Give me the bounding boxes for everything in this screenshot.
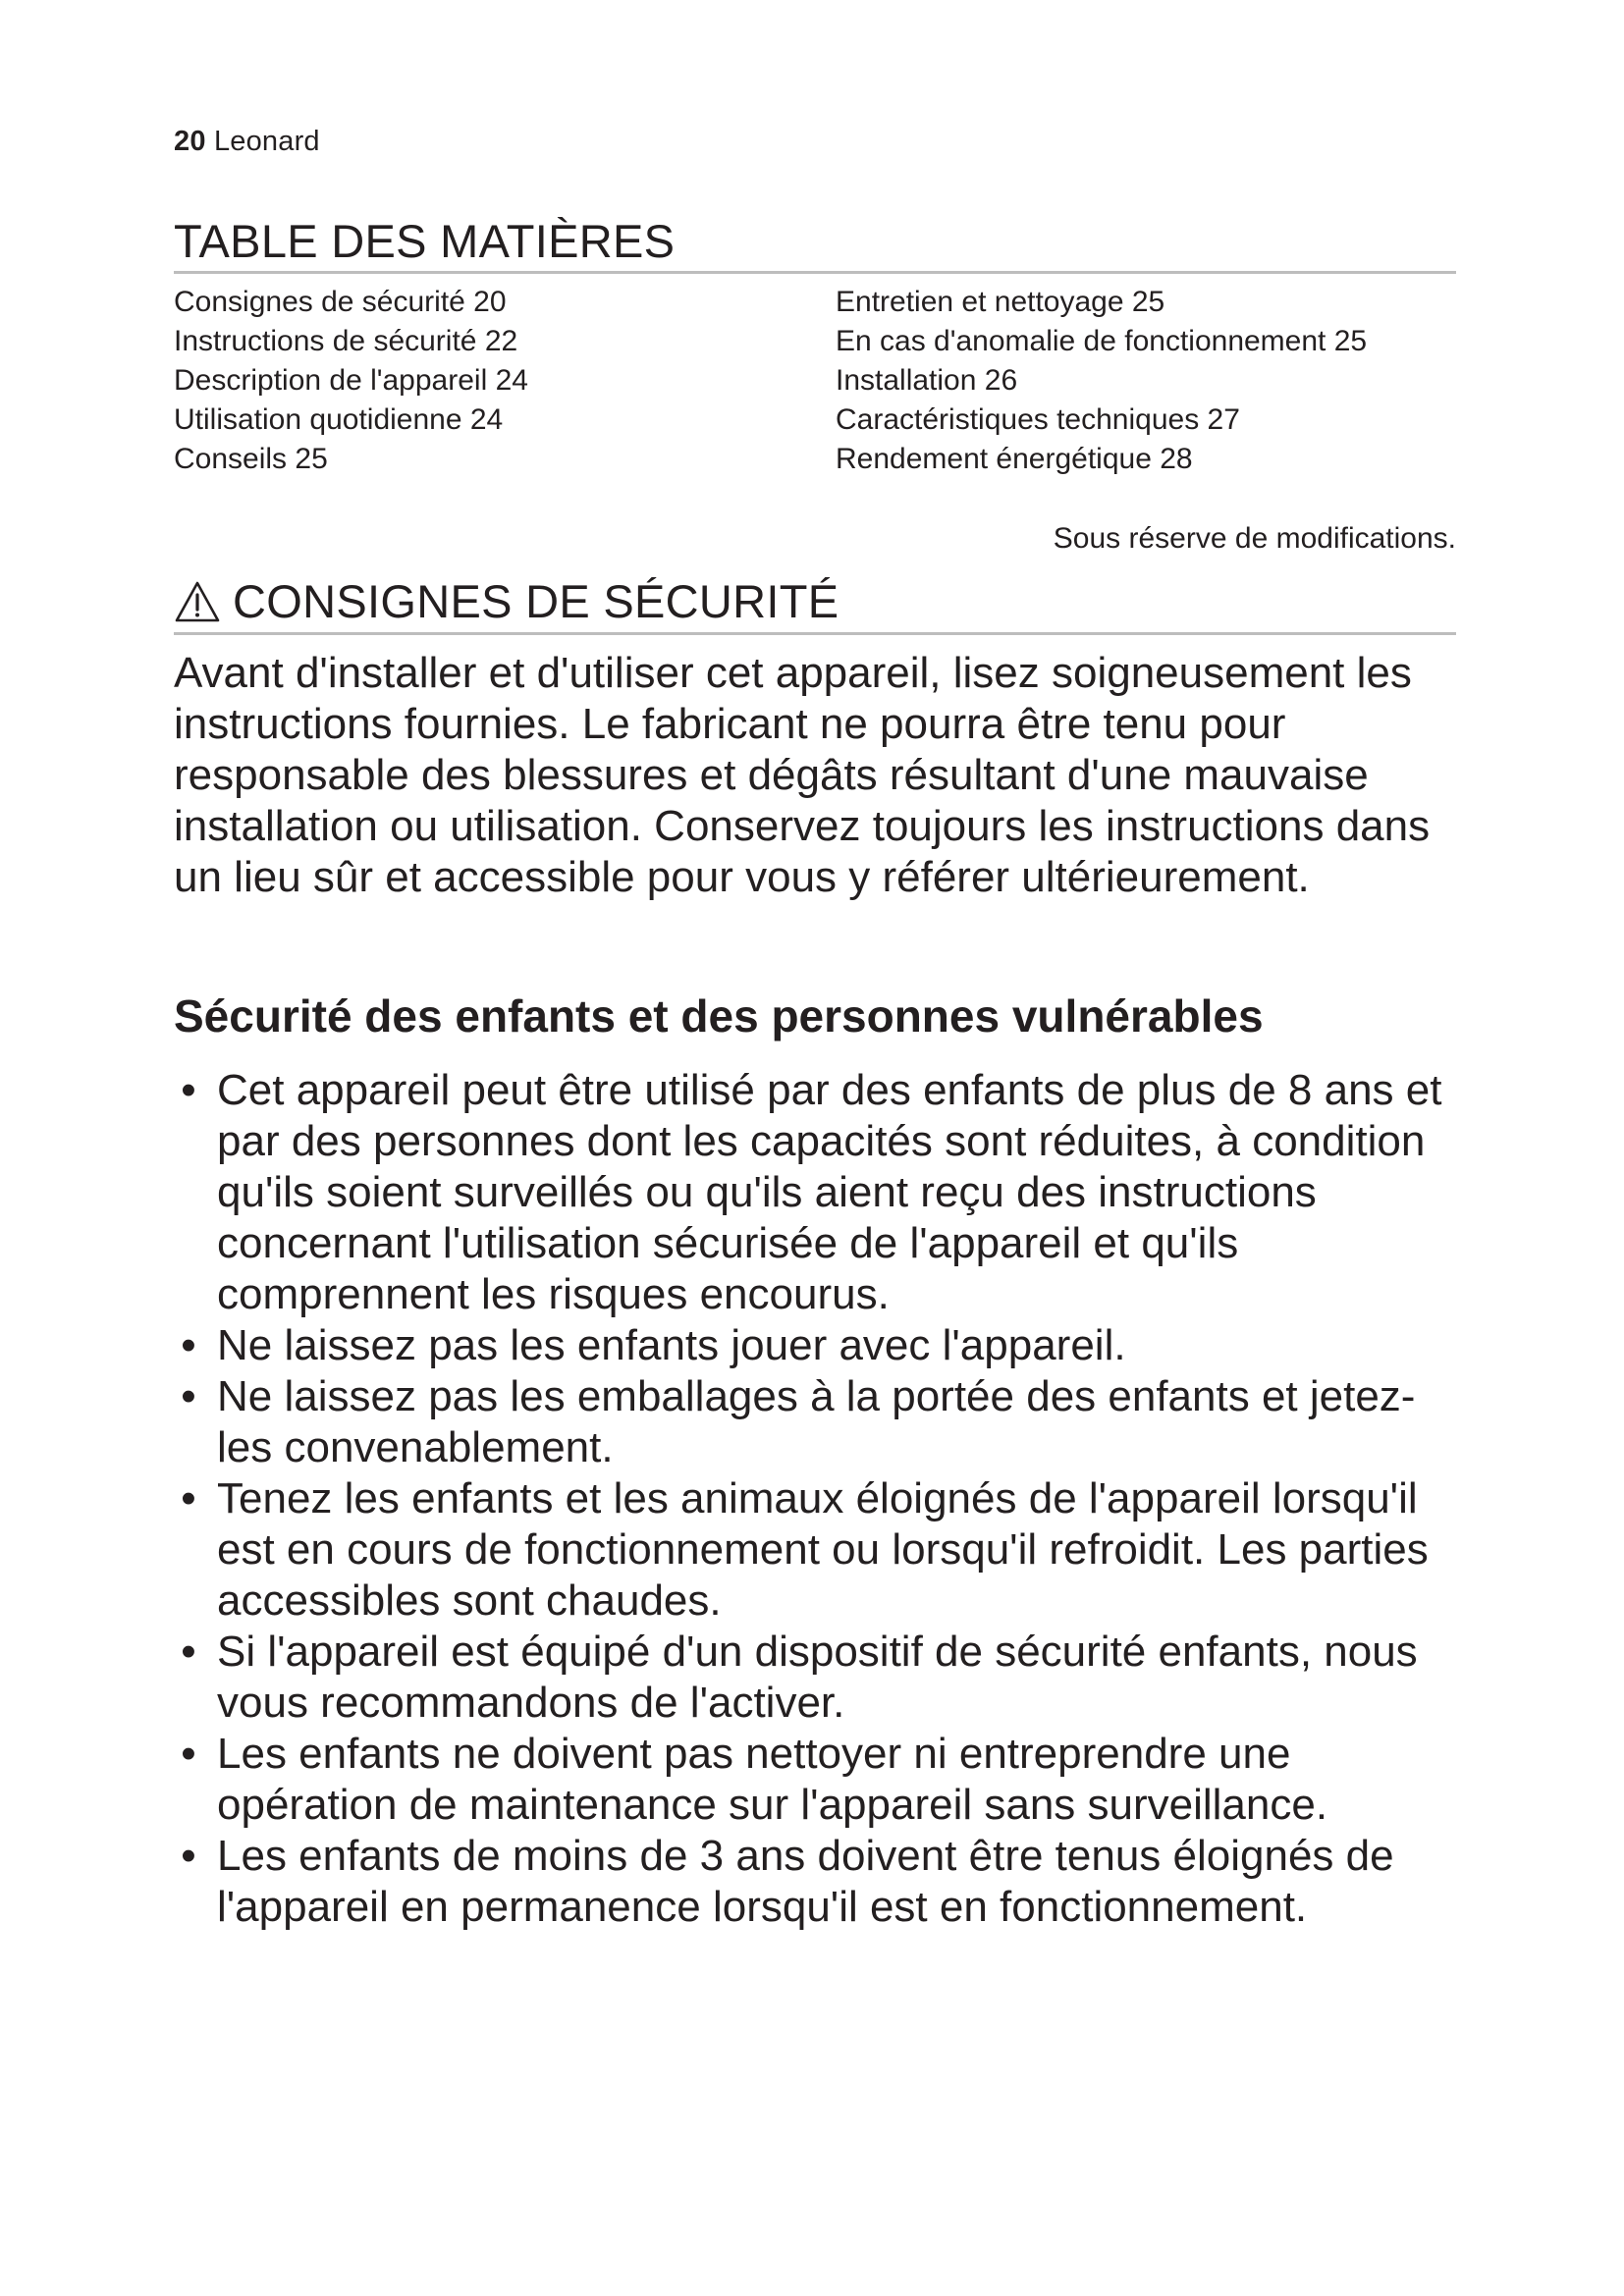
toc-item: Instructions de sécurité 22 — [174, 325, 518, 357]
list-item — [174, 1831, 1460, 1933]
bullet-marker: • — [181, 1321, 196, 1369]
bullet-marker: • — [181, 1372, 196, 1420]
brand-name: Leonard — [213, 126, 320, 157]
list-item-text: Tenez les enfants et les animaux éloignés de l'appareil lorsqu'il est en cours de fonctionnement ou lorsqu'il refroidit. Les parties accessibles sont chaudes. — [217, 1474, 1429, 1625]
list-item — [174, 1320, 1460, 1371]
list-item — [174, 1371, 1460, 1473]
list-item — [174, 1729, 1460, 1831]
page-number: 20 — [174, 126, 206, 157]
bullet-marker: • — [181, 1730, 196, 1778]
bullet-marker: • — [181, 1628, 196, 1676]
toc-divider — [174, 271, 1456, 274]
toc-left-column — [174, 283, 528, 479]
toc-item: Description de l'appareil 24 — [174, 364, 528, 397]
list-item-text: Les enfants ne doivent pas nettoyer ni entreprendre une opération de maintenance sur l'appareil sans surveillance. — [217, 1730, 1328, 1829]
list-item-text: Cet appareil peut être utilisé par des enfants de plus de 8 ans et par des personnes dont les capacités sont réduites, à condition qu'ils soient surveillés ou qu'ils aient reçu des instructions concernant l'utilisation sécurisée de l'appareil et qu'ils comprennent les risques encourus. — [217, 1066, 1442, 1318]
toc-item: Conseils 25 — [174, 443, 328, 475]
list-item-text: Ne laissez pas les enfants jouer avec l'appareil. — [217, 1321, 1126, 1369]
safety-intro-paragraph: Avant d'installer et d'utiliser cet appareil, lisez soigneusement les instructions fournies. Le fabricant ne pourra être tenu pour responsable des blessures et dégâts résultant d'une mauvaise installation ou utilisation. Conservez toujours les instructions dans un lieu sûr et accessible pour vous y référer ultérieurement. — [174, 649, 1431, 901]
page-header — [174, 126, 320, 158]
toc-item: Caractéristiques techniques 27 — [836, 403, 1240, 436]
safety-divider — [174, 632, 1456, 635]
children-safety-heading: Sécurité des enfants et des personnes vulnérables — [174, 990, 1264, 1041]
toc-item: Utilisation quotidienne 24 — [174, 403, 504, 436]
list-item-text: Si l'appareil est équipé d'un dispositif de sécurité enfants, nous vous recommandons de l'activer. — [217, 1628, 1418, 1727]
warning-triangle-icon — [174, 580, 221, 623]
toc-item: En cas d'anomalie de fonctionnement 25 — [836, 325, 1368, 357]
toc-item: Installation 26 — [836, 364, 1018, 397]
bullet-marker: • — [181, 1066, 196, 1114]
list-item — [174, 1065, 1460, 1320]
safety-title-text: CONSIGNES DE SÉCURITÉ — [233, 575, 839, 627]
list-item — [174, 1473, 1460, 1627]
children-safety-list — [174, 1065, 1460, 1933]
list-item-text: Ne laissez pas les emballages à la portée des enfants et jetez-les convenablement. — [217, 1372, 1416, 1471]
list-item-text: Les enfants de moins de 3 ans doivent être tenus éloignés de l'appareil en permanence lorsqu'il est en fonctionnement. — [217, 1832, 1394, 1931]
toc-right-column — [836, 283, 1367, 479]
toc-item: Consignes de sécurité 20 — [174, 286, 507, 318]
bullet-marker: • — [181, 1474, 196, 1522]
toc-item: Entretien et nettoyage 25 — [836, 286, 1165, 318]
list-item — [174, 1627, 1460, 1729]
toc-title: TABLE DES MATIÈRES — [174, 215, 676, 267]
reserve-note: Sous réserve de modifications. — [1053, 522, 1456, 555]
bullet-marker: • — [181, 1832, 196, 1880]
toc-item: Rendement énergétique 28 — [836, 443, 1193, 475]
safety-section-title — [174, 574, 839, 628]
